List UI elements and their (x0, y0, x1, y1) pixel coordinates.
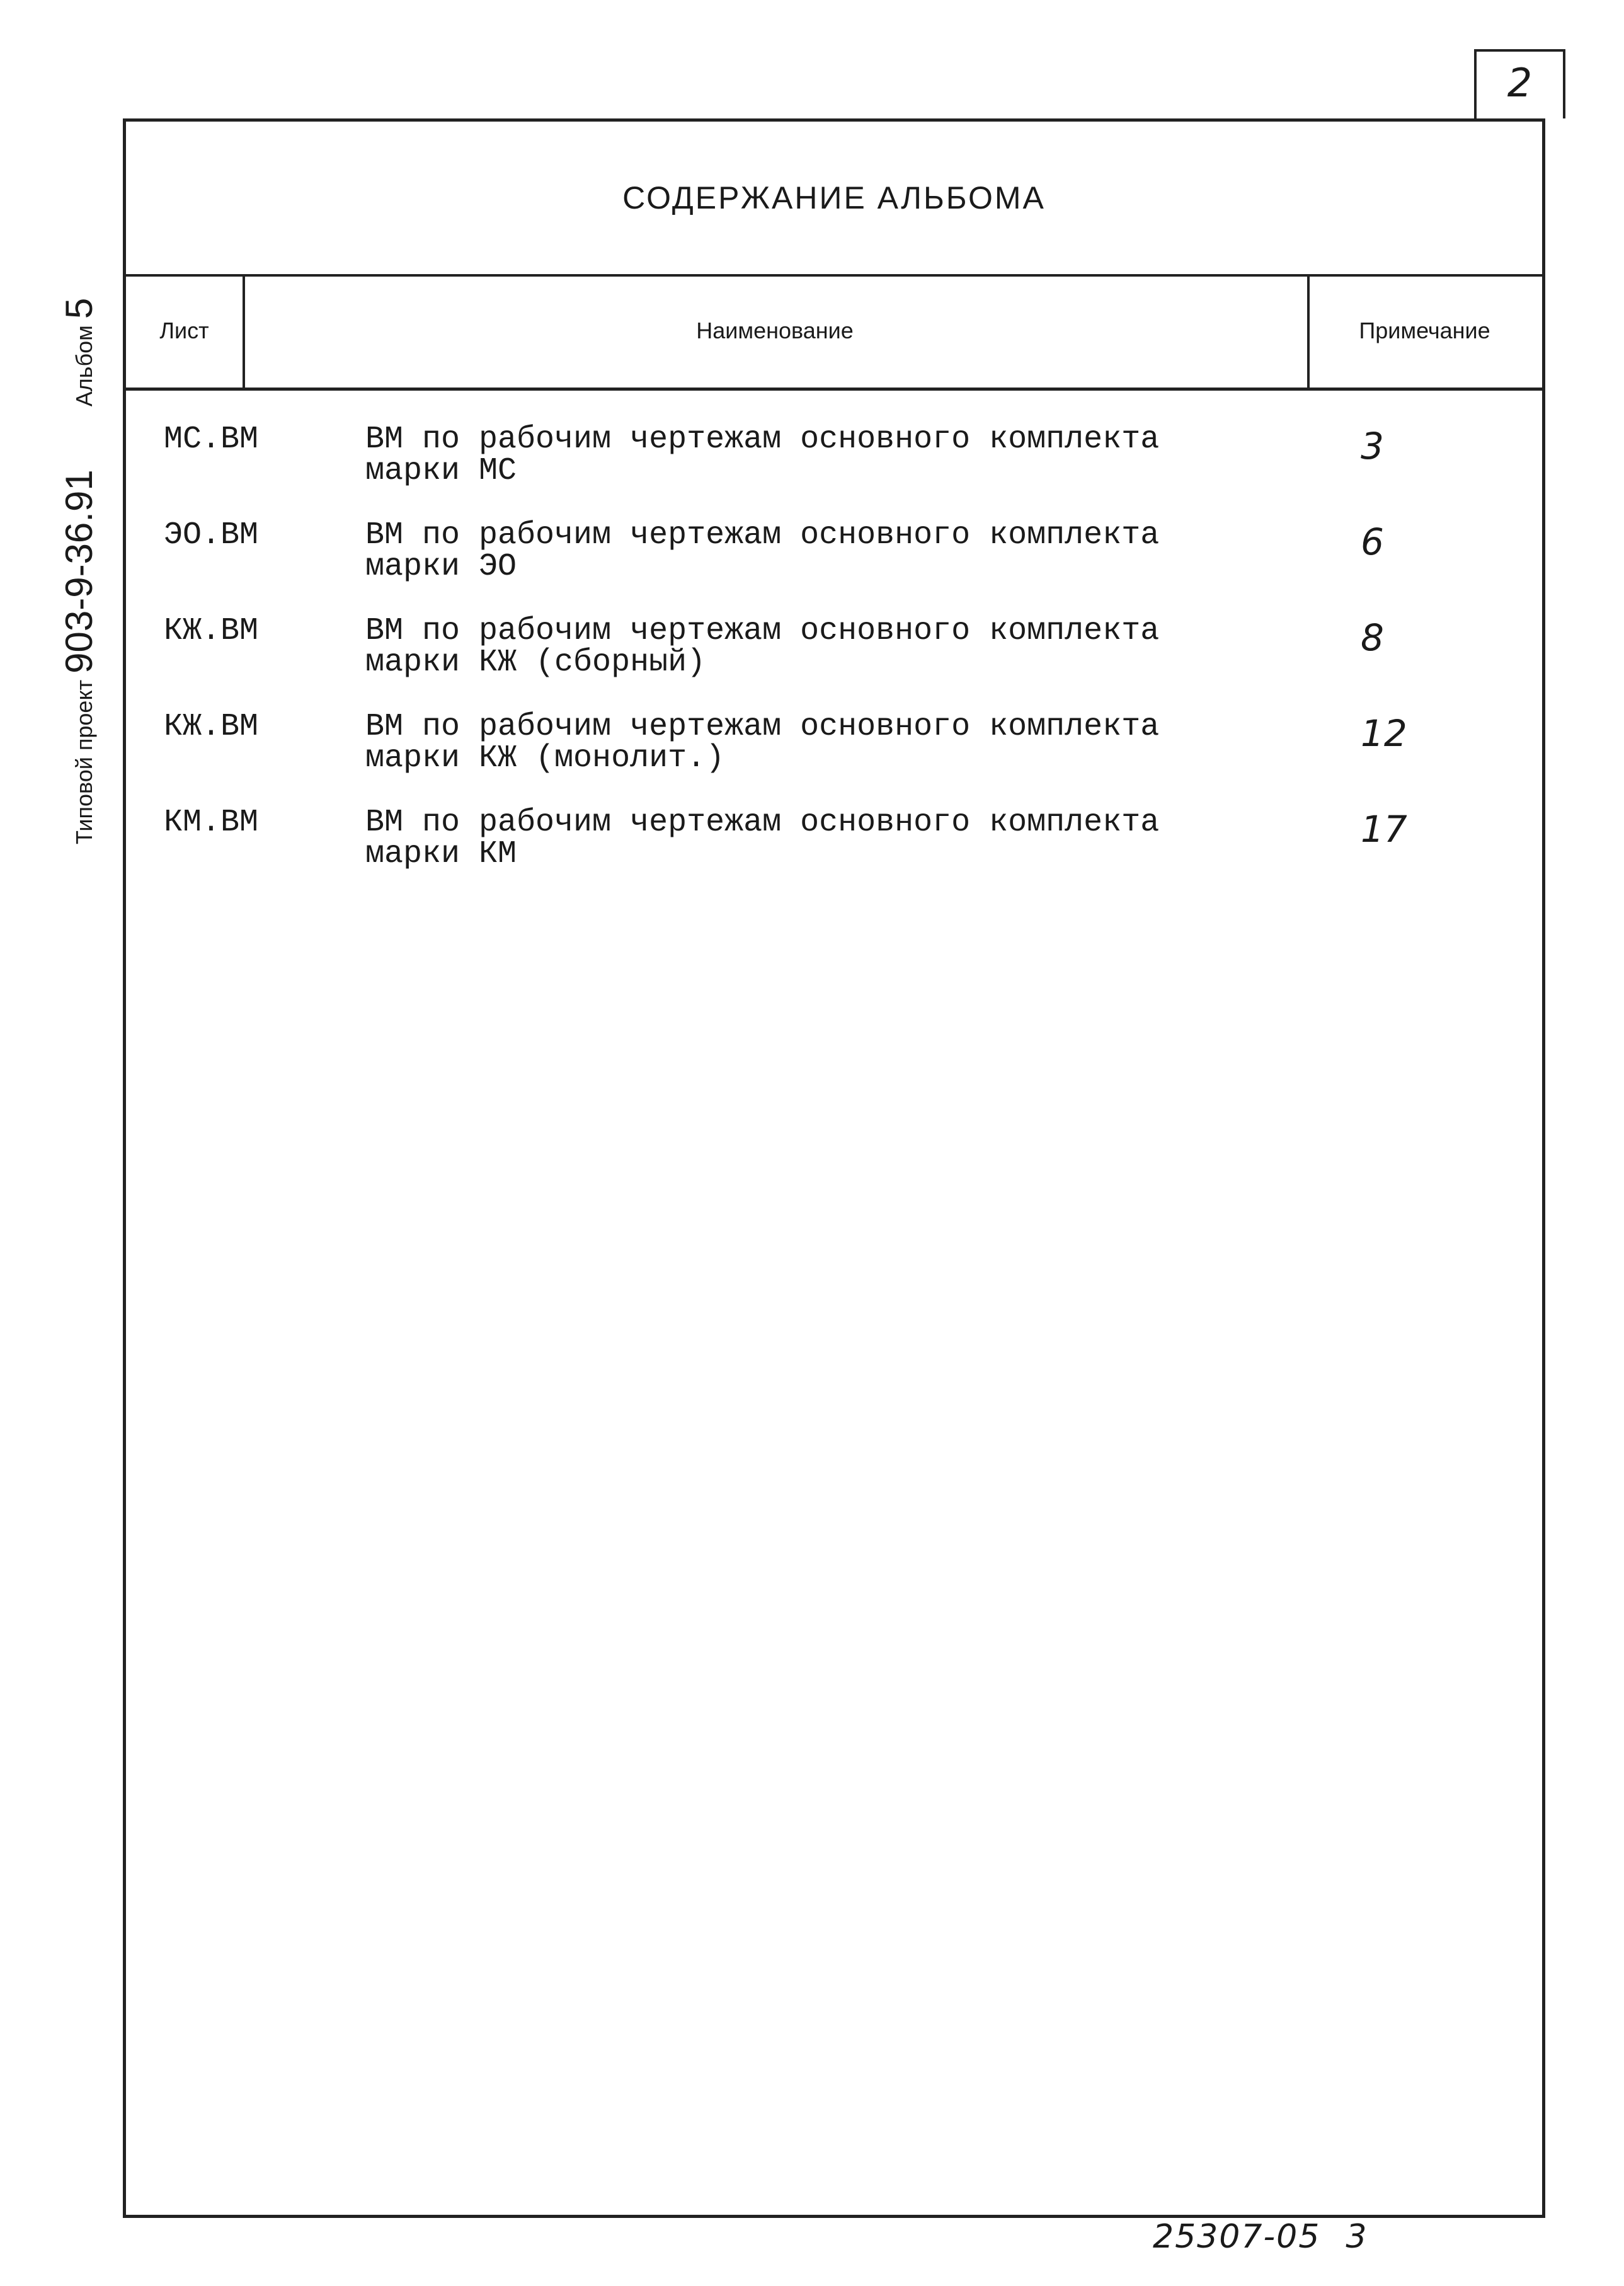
document-code (1153, 2218, 1368, 2256)
row-code: КЖ.ВМ (164, 613, 259, 649)
side-stamp (57, 298, 107, 844)
row-name-line2: марки КЖ (сборный) (365, 645, 706, 681)
header-name: Наименование (243, 274, 1310, 388)
album-number: 5 (58, 297, 100, 319)
row-note: 3 (1361, 425, 1384, 468)
row-code: КЖ.ВМ (164, 709, 259, 745)
row-note: 6 (1361, 520, 1384, 563)
row-name (365, 807, 1310, 870)
page-number: 2 (1474, 49, 1565, 118)
project-label: Типовой проект (71, 679, 97, 844)
row-name-line1: ВМ по рабочим чертежам основного комплекта (365, 422, 1160, 457)
row-name-line1: ВМ по рабочим чертежам основного комплекта (365, 805, 1160, 841)
table-header (126, 274, 1542, 391)
row-name-line2: марки МС (365, 453, 517, 489)
row-code: ЭО.ВМ (164, 517, 259, 553)
table-row (126, 613, 1542, 711)
row-name-line2: марки ЭО (365, 549, 517, 585)
row-name-line1: ВМ по рабочим чертежам основного комплекта (365, 613, 1160, 649)
table-row (126, 711, 1542, 807)
footer-code: 25307-05 (1153, 2218, 1321, 2256)
row-name-line2: марки КМ (365, 836, 517, 872)
row-note: 8 (1361, 616, 1384, 659)
table-row (126, 424, 1542, 520)
contents-list (126, 424, 1542, 903)
header-sheet: Лист (126, 274, 245, 388)
row-note: 17 (1361, 808, 1407, 851)
document-frame (123, 118, 1545, 2218)
row-name-line2: марки КЖ (монолит.) (365, 740, 725, 776)
row-name (365, 424, 1310, 487)
row-name-line1: ВМ по рабочим чертежам основного комплекта (365, 517, 1160, 553)
album-title: СОДЕРЖАНИЕ АЛЬБОМА (126, 122, 1542, 277)
row-name (365, 711, 1310, 774)
row-code: КМ.ВМ (164, 805, 259, 841)
project-number: 903-9-36.91 (58, 469, 100, 674)
footer-sheet: 3 (1346, 2218, 1368, 2256)
row-name-line1: ВМ по рабочим чертежам основного комплекта (365, 709, 1160, 745)
album-label: Альбом (71, 325, 97, 407)
row-name (365, 613, 1310, 681)
row-note: 12 (1361, 712, 1407, 755)
table-row (126, 517, 1542, 616)
row-name (365, 517, 1310, 585)
row-code: МС.ВМ (164, 422, 259, 457)
header-note: Примечание (1359, 318, 1490, 343)
table-row (126, 807, 1542, 903)
